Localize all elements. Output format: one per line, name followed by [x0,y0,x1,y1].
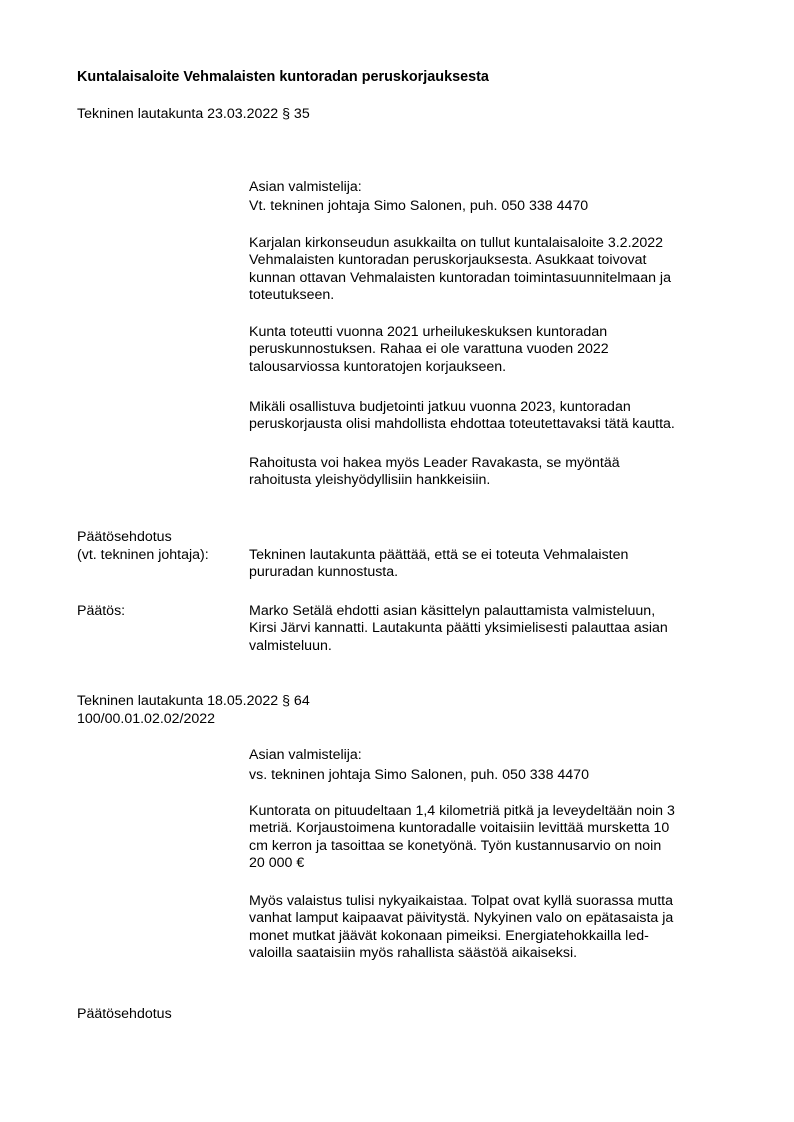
meeting-2-preparer: vs. tekninen johtaja Simo Salonen, puh. 050 338 4470 [249,767,589,783]
meeting-2-proposal-label: Päätösehdotus [77,1006,172,1022]
meeting-2-paragraph-1: Kuntorata on pituudeltaan 1,4 kilometriä pitkä ja leveydeltään noin 3 metriä. Korjaustoimena kuntoradalle voitaisiin levittää mursketta 10 cm kerron ja tasoittaa se konetyönä. Työn kustannusarvio on noin 20 000 € [249,803,675,871]
meeting-1-paragraph-3: Mikäli osallistuva budjetointi jatkuu vuonna 2023, kuntoradan peruskorjausta olisi mahdollista ehdottaa toteutettavaksi tätä kautta. [249,399,675,433]
meeting-1-decision: Marko Setälä ehdotti asian käsittelyn palauttamista valmisteluun, Kirsi Järvi kannatti. Lautakunta päätti yksimielisesti palauttaa asian valmisteluun. [249,603,668,654]
meeting-1-preparer-label: Asian valmistelija: [249,179,362,195]
meeting-2-paragraph-2: Myös valaistus tulisi nykyaikaistaa. Tolpat ovat kyllä suorassa mutta vanhat lamput kaipaavat päivitystä. Nykyinen valo on epätasaista ja monet mutkat jäävät kokonaan pimeiksi. Energiatehokkailla led- valoilla saataisiin myös rahallista säästöä aikaiseksi. [249,893,674,961]
meeting-1-proposal-label: Päätösehdotus [77,529,172,545]
document-title: Kuntalaisaloite Vehmalaisten kuntoradan peruskorjauksesta [77,69,489,85]
meeting-1-paragraph-1: Karjalan kirkonseudun asukkailta on tullut kuntalaisaloite 3.2.2022 Vehmalaisten kuntoradan peruskorjauksesta. Asukkaat toivovat kunnan ottavan Vehmalaisten kuntoradan toimintasuunnitelmaan ja toteutukseen. [249,235,671,303]
meeting-1-preparer: Vt. tekninen johtaja Simo Salonen, puh. 050 338 4470 [249,198,589,214]
meeting-1-paragraph-4: Rahoitusta voi hakea myös Leader Ravakasta, se myöntää rahoitusta yleishyödyllisiin hankkeisiin. [249,455,620,489]
meeting-1-proposal: Tekninen lautakunta päättää, että se ei toteuta Vehmalaisten pururadan kunnostusta. [249,547,629,581]
meeting-1-paragraph-2: Kunta toteutti vuonna 2021 urheilukeskuksen kuntoradan peruskunnostuksen. Rahaa ei ole varattuna vuoden 2022 talousarviossa kuntoratojen korjaukseen. [249,324,609,375]
meeting-1-header: Tekninen lautakunta 23.03.2022 § 35 [77,106,310,122]
meeting-1-decision-label: Päätös: [77,603,126,619]
meeting-2-reference: 100/00.01.02.02/2022 [77,711,216,727]
meeting-1-proposal-label-role: (vt. tekninen johtaja): [77,547,209,563]
meeting-2-header: Tekninen lautakunta 18.05.2022 § 64 [77,693,310,709]
meeting-2-preparer-label: Asian valmistelija: [249,747,362,763]
